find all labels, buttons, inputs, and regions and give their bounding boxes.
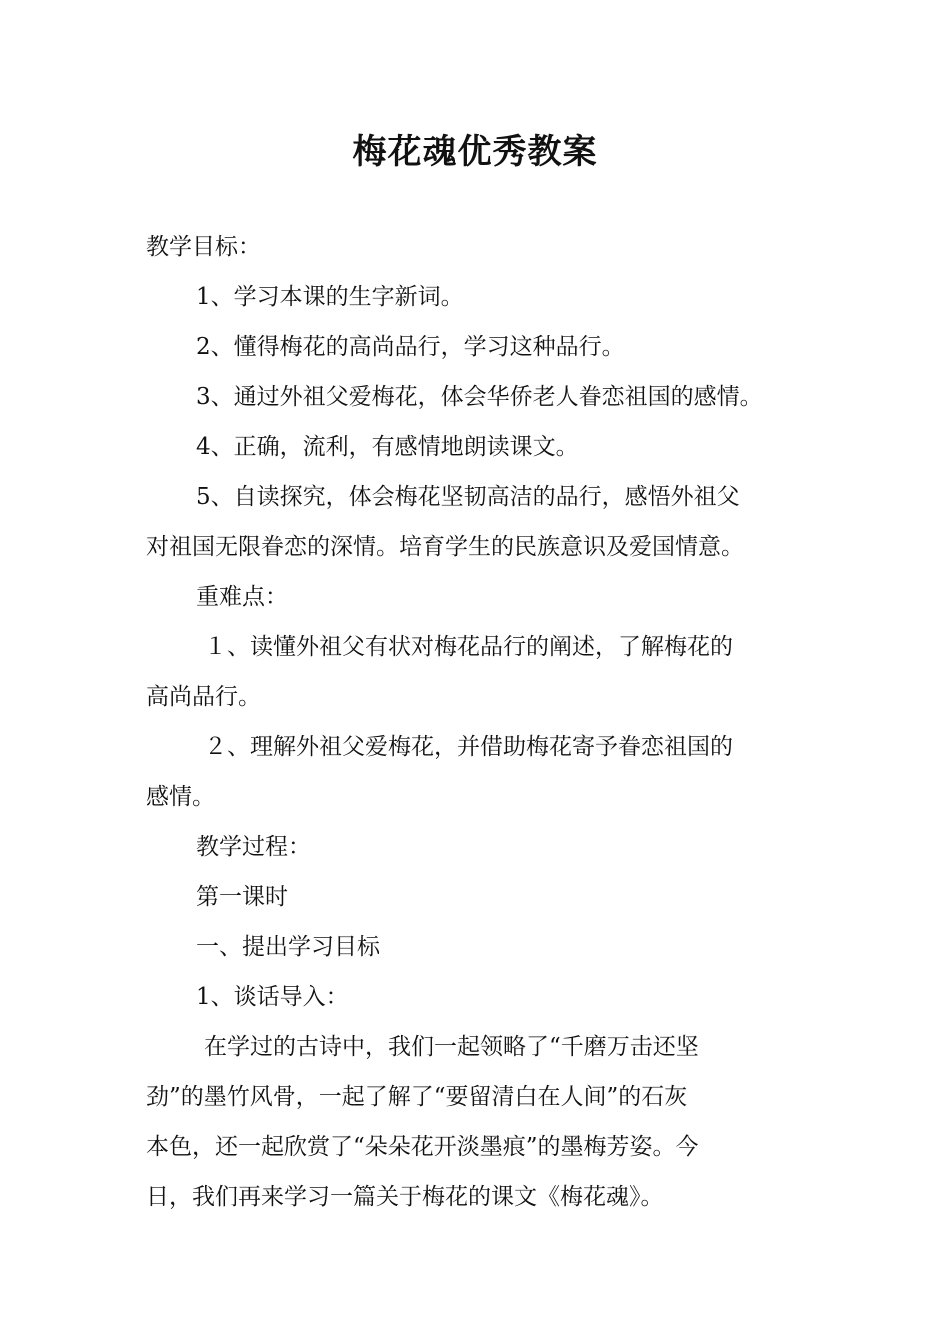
key-point-2-continued: 感情。 — [146, 784, 215, 810]
paragraph-line-2: 劲”的墨竹风骨，一起了解了“要留清白在人间”的石灰 — [146, 1084, 688, 1110]
goal-item-5-continued: 对祖国无限眷恋的深情。培育学生的民族意识及爱国情意。 — [146, 534, 744, 560]
heading-teaching-process: 教学过程： — [196, 834, 311, 860]
goal-item-3: 3、通过外祖父爱梅花，体会华侨老人眷恋祖国的感情。 — [196, 384, 763, 410]
document-title: 梅花魂优秀教案 — [352, 132, 598, 172]
paragraph-line-4: 日，我们再来学习一篇关于梅花的课文《梅花魂》。 — [146, 1184, 664, 1210]
key-point-1: １、读懂外祖父有状对梅花品行的阐述，了解梅花的 — [204, 634, 733, 660]
heading-teaching-goals: 教学目标： — [146, 234, 261, 260]
key-point-1-continued: 高尚品行。 — [146, 684, 261, 710]
key-point-2: ２、理解外祖父爱梅花，并借助梅花寄予眷恋祖国的 — [204, 734, 733, 760]
paragraph-line-1: 在学过的古诗中，我们一起领略了“千磨万击还坚 — [204, 1034, 699, 1060]
goal-item-1: 1、学习本课的生字新词。 — [196, 284, 464, 310]
subsection-heading: 1、谈话导入： — [196, 984, 349, 1010]
goal-item-5: 5、自读探究，体会梅花坚韧高洁的品行，感悟外祖父 — [196, 484, 740, 510]
goal-item-4: 4、正确，流利，有感情地朗读课文。 — [196, 434, 579, 460]
heading-key-points: 重难点： — [196, 584, 288, 610]
section-heading: 一、提出学习目标 — [196, 934, 380, 960]
lesson-label: 第一课时 — [196, 884, 288, 910]
paragraph-line-3: 本色，还一起欣赏了“朵朵花开淡墨痕”的墨梅芳姿。今 — [146, 1134, 699, 1160]
goal-item-2: 2、懂得梅花的高尚品行，学习这种品行。 — [196, 334, 625, 360]
